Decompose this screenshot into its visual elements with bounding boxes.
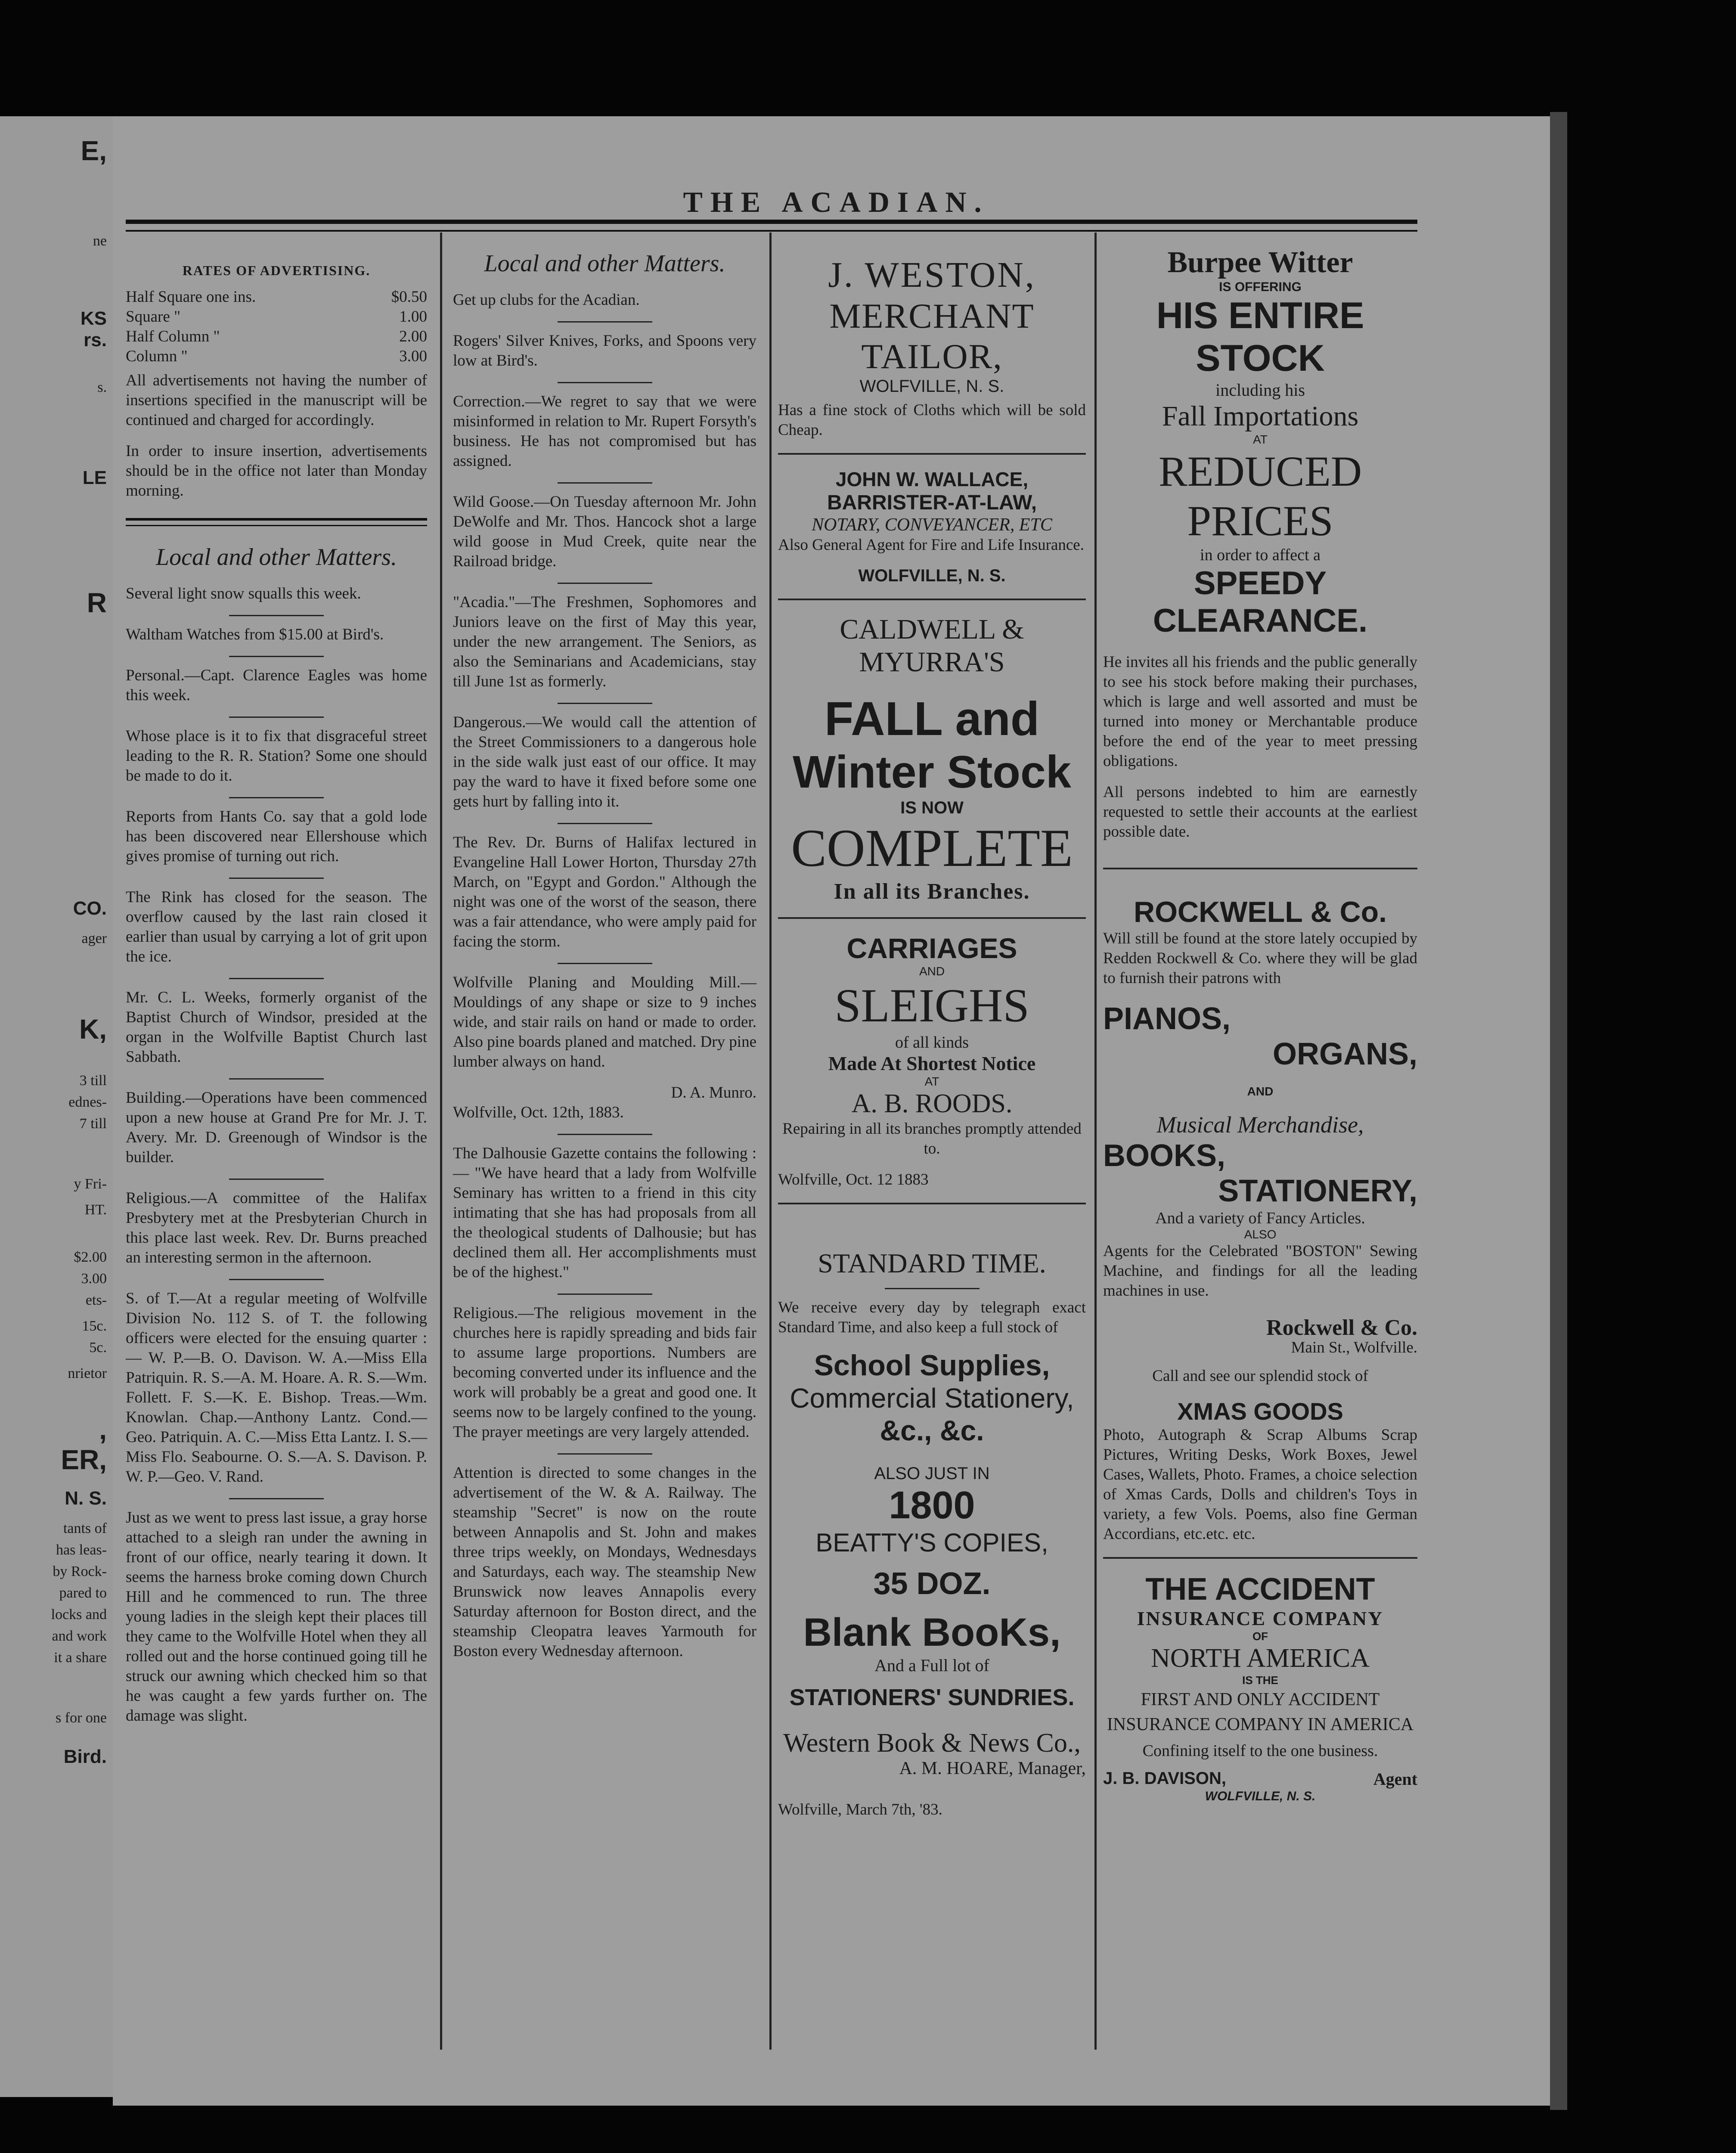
newspaper-page bbox=[113, 116, 1559, 2106]
at-label: AT bbox=[1253, 433, 1268, 446]
wallace-place: WOLFVILLE, N. S. bbox=[858, 566, 1006, 585]
sleighs-heading: SLEIGHS bbox=[834, 979, 1029, 1032]
left-page-fragment: Bird. bbox=[63, 1746, 107, 1767]
reduced-prices: REDUCED PRICES bbox=[1158, 447, 1362, 545]
column-3 bbox=[778, 245, 1086, 1831]
agents-text: Agents for the Celebrated "BOSTON" Sewing Machine, and findings for all the leading machines in use. bbox=[1103, 1242, 1417, 1300]
standard-time-text: We receive every day by telegraph exact Standard Time, and also keep a full stock of bbox=[778, 1299, 1086, 1336]
north-america: NORTH AMERICA bbox=[1151, 1644, 1370, 1673]
roods-name: A. B. ROODS. bbox=[851, 1089, 1013, 1118]
blank-books: Blank BooKs, bbox=[803, 1610, 1061, 1654]
ad-rule bbox=[778, 453, 1086, 455]
ad-rule bbox=[778, 1203, 1086, 1204]
column-rule bbox=[769, 233, 772, 2050]
news-item: The Rink has closed for the season. The overflow caused by the last rain closed it earlier than usual by carrying a lot of grit upon the ice. bbox=[126, 888, 427, 965]
n1800: 1800 bbox=[889, 1484, 975, 1527]
commercial-stationery: Commercial Stationery, bbox=[790, 1383, 1074, 1414]
left-page-fragment: HT. bbox=[84, 1202, 107, 1218]
rates-note: In order to insure insertion, advertisements should be in the office not later than Monday morning. bbox=[126, 442, 427, 499]
shortest-notice: Made At Shortest Notice bbox=[828, 1052, 1036, 1074]
rate-price: 1.00 bbox=[399, 308, 427, 326]
left-page-fragment: nrietor bbox=[68, 1365, 107, 1381]
rates-note: All advertisements not having the number of insertions specified in the manuscript will be continued and charged for accordingly. bbox=[126, 372, 427, 429]
section-rule bbox=[126, 518, 427, 526]
left-page-fragment: E, bbox=[81, 135, 107, 166]
left-page-strip bbox=[0, 116, 113, 2097]
stationers-sundries: STATIONERS' SUNDRIES. bbox=[789, 1685, 1075, 1710]
fall-heading: FALL and bbox=[824, 692, 1040, 745]
rates-table bbox=[126, 287, 427, 366]
news-item: Get up clubs for the Acadian. bbox=[453, 291, 640, 309]
left-page-fragment: tants of bbox=[63, 1520, 107, 1536]
books: BOOKS, bbox=[1103, 1139, 1226, 1173]
musical-merchandise: Musical Merchandise, bbox=[1156, 1112, 1364, 1138]
column-rule bbox=[1094, 233, 1097, 2050]
left-page-fragment: LE bbox=[82, 467, 107, 488]
news-item: Building.—Operations have been commenced upon a new house at Grand Pre for Mr. J. T. Avery. Mr. D. Greenough of Windsor is the builder. bbox=[126, 1089, 427, 1166]
branches: In all its Branches. bbox=[834, 879, 1030, 904]
pianos: PIANOS, bbox=[1103, 1002, 1231, 1036]
left-page-fragment: by Rock- bbox=[53, 1564, 107, 1579]
left-page-fragment: s. bbox=[97, 379, 107, 395]
left-page-fragment: 5c. bbox=[89, 1340, 107, 1356]
left-page-fragment: 7 till bbox=[79, 1116, 107, 1132]
item-separator bbox=[229, 656, 324, 657]
weston-place: WOLFVILLE, N. S. bbox=[859, 377, 1004, 396]
left-page-fragment: y Fri- bbox=[74, 1176, 107, 1192]
accident-heading: THE ACCIDENT bbox=[1145, 1572, 1375, 1607]
left-page-fragment: ne bbox=[93, 233, 107, 249]
news-item: The Dalhousie Gazette contains the following :— "We have heard that a lady from Wolfville Seminary has written to a friend in this city intimating that she has had proposals from all the theological students of Dalhousie; but has declined them all. Her accomplishments must be of the highest." bbox=[453, 1145, 756, 1281]
news-item: The Rev. Dr. Burns of Halifax lectured in Evangeline Hall Lower Horton, Thursday 27th March, on "Egypt and Gordon." Although the night was one of the worst of the season, there was a fair attendance, who were amply paid for facing the storm. bbox=[453, 834, 756, 950]
left-page-fragment: rs. bbox=[84, 329, 107, 351]
doz-label: 35 DOZ. bbox=[873, 1567, 991, 1601]
rate-label: Half Column " bbox=[126, 328, 220, 345]
item-separator bbox=[558, 1294, 652, 1295]
left-page-fragment: ager bbox=[81, 931, 107, 946]
and-label: AND bbox=[1247, 1085, 1274, 1098]
ad-rule bbox=[1103, 1557, 1417, 1559]
news-item: Religious.—The religious movement in the churches here is rapidly spreading and bids fair to assume large proportions. Numbers are becoming converted under its influence and the work will probably be a great and good one. It seems now to be largely confined to the young. The prayer meetings are very largely attended. bbox=[453, 1304, 756, 1441]
left-page-fragment: it a share bbox=[54, 1650, 107, 1666]
wallace-sub: NOTARY, CONVEYANCER, ETC bbox=[812, 515, 1052, 535]
weston-text: Has a fine stock of Cloths which will be sold Cheap. bbox=[778, 401, 1086, 439]
left-page-fragment: 3 till bbox=[79, 1073, 107, 1089]
left-page-fragment: and work bbox=[52, 1628, 107, 1644]
roods-text: Repairing in all its branches promptly attended to. bbox=[782, 1120, 1082, 1157]
item-separator bbox=[558, 1453, 652, 1455]
item-separator bbox=[229, 878, 324, 879]
left-page-fragment: R bbox=[87, 587, 107, 618]
news-item: Wolfville Planing and Moulding Mill.—Mouldings of any shape or size to 9 inches wide, and stair rails on hand or made to order. Also pine boards planed and matched. Dry pine lumber always on hand. bbox=[453, 974, 756, 1070]
item-separator bbox=[558, 963, 652, 964]
entire-stock: HIS ENTIRE STOCK bbox=[1156, 295, 1364, 379]
rate-label: Column " bbox=[126, 347, 188, 365]
dateline: Wolfville, Oct. 12 1883 bbox=[778, 1171, 929, 1188]
news-item: Correction.—We regret to say that we were misinformed in relation to Mr. Rupert Forsyth's business. He has not compromised but has assigned. bbox=[453, 393, 756, 470]
ad-rule bbox=[1103, 868, 1417, 869]
also-just-in: ALSO JUST IN bbox=[874, 1464, 990, 1483]
weston-name: J. WESTON, bbox=[828, 255, 1036, 295]
item-separator bbox=[229, 1498, 324, 1499]
item-separator bbox=[229, 978, 324, 979]
agent-name: J. B. DAVISON, bbox=[1103, 1769, 1226, 1788]
news-item: Mr. C. L. Weeks, formerly organist of the Baptist Church of Windsor, presided at the organ in the Wolfville Baptist Church last Sabbath. bbox=[126, 989, 427, 1066]
local-items bbox=[126, 584, 427, 1726]
item-separator bbox=[558, 321, 652, 323]
caldwell-name: CALDWELL & MYURRA'S bbox=[840, 614, 1024, 678]
rate-price: 3.00 bbox=[399, 347, 427, 365]
confining: Confining itself to the one business. bbox=[1142, 1742, 1378, 1760]
complete-heading: COMPLETE bbox=[791, 819, 1073, 878]
offering-label: IS OFFERING bbox=[1219, 280, 1302, 294]
left-page-fragment: pared to bbox=[59, 1585, 107, 1601]
left-page-fragment: locks and bbox=[51, 1607, 107, 1623]
left-page-fragment: has leas- bbox=[56, 1542, 107, 1558]
speedy-clearance: SPEEDY CLEARANCE. bbox=[1153, 565, 1368, 639]
news-item: Waltham Watches from $15.00 at Bird's. bbox=[126, 626, 384, 643]
fall-importations: Fall Importations bbox=[1162, 400, 1359, 432]
xmas-goods: XMAS GOODS bbox=[1177, 1398, 1343, 1425]
rate-row bbox=[126, 287, 427, 307]
news-item: Dangerous.—We would call the attention of the Street Commissioners to a dangerous hole in the side walk just east of our office. It may pay the ward to have it fixed before some one gets hurt by falling into it. bbox=[453, 714, 756, 810]
item-separator bbox=[558, 823, 652, 824]
left-page-fragment: , bbox=[99, 1414, 107, 1445]
main-street: Main St., Wolfville. bbox=[1291, 1339, 1417, 1356]
beatty-copies: BEATTY'S COPIES, bbox=[815, 1528, 1048, 1557]
ad-rule bbox=[778, 599, 1086, 600]
organs: ORGANS, bbox=[1272, 1037, 1417, 1071]
section-heading: Local and other Matters. bbox=[484, 250, 725, 277]
news-item: Wild Goose.—On Tuesday afternoon Mr. John DeWolfe and Mr. Thos. Hancock shot a large wild goose in Mud Creek, quite near the Railroad bridge. bbox=[453, 493, 756, 570]
insurance-company: INSURANCE COMPANY bbox=[1137, 1607, 1384, 1629]
left-page-fragment: ER, bbox=[61, 1444, 107, 1475]
rate-label: Square " bbox=[126, 308, 181, 326]
item-separator bbox=[885, 1288, 980, 1289]
rate-price: 2.00 bbox=[399, 328, 427, 345]
news-item: Rogers' Silver Knives, Forks, and Spoons very low at Bird's. bbox=[453, 332, 756, 369]
masthead: THE ACADIAN. bbox=[683, 186, 989, 218]
full-lot: And a Full lot of bbox=[874, 1656, 989, 1675]
masthead-rule bbox=[126, 220, 1417, 232]
school-supplies: School Supplies, bbox=[814, 1349, 1050, 1382]
of-all-kinds: of all kinds bbox=[895, 1033, 969, 1052]
news-item: S. of T.—At a regular meeting of Wolfville Division No. 112 S. of T. the following officers were elected for the ensuing quarter :— W. P.—B. O. Davison. W. A.—Miss Ella Patriquin. R. S.—A. M. Hoare. A. R. S.—Wm. Follett. F. S.—K. E. Bishop. Treas.—Wm. Knowlan. Chap.—Anthony Lantz. Cond.—Geo. Patriquin. A. C.—Miss Etta Lantz. I. S.—Miss Flo. Seabourne. O. S.—A. S. Davison. P. W. P.—Geo. V. Rand. bbox=[126, 1290, 427, 1486]
news-item: Several light snow squalls this week. bbox=[126, 585, 361, 602]
including-label: including his bbox=[1215, 380, 1305, 400]
left-page-fragment: s for one bbox=[56, 1710, 107, 1726]
agent-line bbox=[1103, 1769, 1417, 1789]
ad-rule bbox=[778, 917, 1086, 919]
fancy-articles: And a variety of Fancy Articles. bbox=[1155, 1209, 1365, 1227]
left-page-fragment: KS bbox=[80, 308, 107, 329]
item-separator bbox=[558, 583, 652, 584]
wallace-name: JOHN W. WALLACE, bbox=[835, 468, 1029, 490]
rockwell-name: ROCKWELL & Co. bbox=[1133, 896, 1387, 928]
page-edge bbox=[1550, 112, 1567, 2110]
standard-time-heading: STANDARD TIME. bbox=[818, 1248, 1046, 1278]
agent-label: Agent bbox=[1373, 1769, 1417, 1789]
first-only: FIRST AND ONLY ACCIDENT INSURANCE COMPANY IN AMERICA bbox=[1107, 1690, 1414, 1734]
news-item: Religious.—A committee of the Halifax Presbytery met at the Presbyterian Church in this place last week. Rev. Dr. Burns preached an interesting sermon in the afternoon. bbox=[126, 1189, 427, 1266]
agent-place: WOLFVILLE, N. S. bbox=[1205, 1789, 1316, 1803]
news-item: Personal.—Capt. Clarence Eagles was home this week. bbox=[126, 667, 427, 704]
burpee-name: Burpee Witter bbox=[1167, 246, 1353, 279]
left-page-fragment: $2.00 bbox=[74, 1249, 107, 1265]
of-label: OF bbox=[1252, 1630, 1268, 1643]
dateline: Wolfville, Oct. 12th, 1883. bbox=[453, 1104, 624, 1121]
column-rule bbox=[440, 233, 442, 2050]
left-page-fragment: K, bbox=[79, 1014, 107, 1045]
weston-trade: MERCHANT TAILOR, bbox=[829, 296, 1035, 376]
rates-title: RATES OF ADVERTISING. bbox=[182, 263, 371, 278]
item-separator bbox=[229, 797, 324, 798]
rate-label: Half Square one ins. bbox=[126, 288, 256, 306]
rate-row bbox=[126, 347, 427, 366]
item-separator bbox=[229, 1179, 324, 1180]
item-separator bbox=[229, 717, 324, 718]
left-page-fragment: 15c. bbox=[82, 1318, 107, 1334]
dateline: Wolfville, March 7th, '83. bbox=[778, 1801, 942, 1818]
carriages-heading: CARRIAGES bbox=[846, 932, 1017, 964]
column-1 bbox=[126, 245, 427, 1737]
left-page-fragment: ednes- bbox=[68, 1094, 107, 1110]
item-separator bbox=[558, 382, 652, 383]
local-items bbox=[453, 290, 756, 1072]
also-label: ALSO bbox=[1244, 1228, 1277, 1241]
item-separator bbox=[558, 482, 652, 484]
item-separator bbox=[558, 1134, 652, 1135]
wallace-text: Also General Agent for Fire and Life Insurance. bbox=[778, 536, 1084, 554]
etc-label: &c., &c. bbox=[880, 1415, 984, 1446]
column-2 bbox=[453, 245, 756, 1672]
left-page-fragment: ets- bbox=[85, 1292, 107, 1308]
in-order-label: in order to affect a bbox=[1200, 546, 1321, 564]
rockwell-signature: Rockwell & Co. bbox=[1266, 1315, 1417, 1340]
is-the-label: IS THE bbox=[1242, 1674, 1278, 1687]
at-label: AT bbox=[924, 1075, 939, 1088]
news-item: Reports from Hants Co. say that a gold lode has been discovered near Ellershouse which gives promise of turning out rich. bbox=[126, 808, 427, 865]
signature: D. A. Munro. bbox=[671, 1084, 756, 1101]
column-4 bbox=[1103, 245, 1417, 1804]
item-separator bbox=[229, 1078, 324, 1080]
call-see: Call and see our splendid stock of bbox=[1152, 1367, 1368, 1385]
item-separator bbox=[558, 703, 652, 704]
rate-row bbox=[126, 307, 427, 327]
is-now: IS NOW bbox=[900, 798, 964, 817]
manager: A. M. HOARE, Manager, bbox=[899, 1759, 1086, 1778]
news-item: "Acadia."—The Freshmen, Sophomores and Juniors leave on the first of May this year, under the new arrangement. The Seniors, as also the Seminarians and Academicians, stay till June 1st as formerly. bbox=[453, 593, 756, 690]
burpee-text: He invites all his friends and the public generally to see his stock before making their purchases, which is large and well assorted and must be turned into money or Merchantable produce before the end of the year to meet pressing obligations. bbox=[1103, 653, 1417, 770]
section-heading: Local and other Matters. bbox=[156, 544, 397, 571]
and-label: AND bbox=[919, 965, 945, 978]
rate-price: $0.50 bbox=[391, 288, 427, 306]
item-separator bbox=[229, 615, 324, 616]
news-item: Whose place is it to fix that disgraceful street leading to the R. R. Station? Some one should be made to do it. bbox=[126, 727, 427, 785]
news-item: Just as we went to press last issue, a gray horse attached to a sleigh ran under the awning in front of our office, nearly tearing it down. It seems the harness broke coming down Church Hill and he commenced to run. The three young ladies in the sleigh kept their places till they came to the Wolfville Hotel when they all rolled out and the horse continued going till he struck our awning which checked him so that he was caught a few yards further on. The damage was slight. bbox=[126, 1509, 427, 1725]
rockwell-text: Will still be found at the store lately occupied by Redden Rockwell & Co. where they will be glad to furnish their patrons with bbox=[1103, 930, 1417, 987]
rate-row bbox=[126, 327, 427, 347]
left-page-fragment: N. S. bbox=[65, 1488, 107, 1509]
western-book: Western Book & News Co., bbox=[783, 1728, 1081, 1758]
news-item: Attention is directed to some changes in the advertisement of the W. & A. Railway. The steamship "Secret" is now on the route between Annapolis and St. John and makes three trips weekly, on Mondays, Wednesdays and Saturdays, each way. The steamship New Brunswick now leaves Annapolis every Saturday afternoon for Boston direct, and the steamship Cleopatra leaves Yarmouth for Boston every Wednesday afternoon. bbox=[453, 1464, 756, 1660]
stationery: STATIONERY, bbox=[1218, 1174, 1417, 1208]
xmas-text: Photo, Autograph & Scrap Albums Scrap Pictures, Writing Desks, Work Boxes, Jewel Cases, Wallets, Photo. Frames, a choice selection of Xmas Cards, Dolls and children's Toys in variety, a few Vols. Poems, also fine German Accordians, etc.etc. etc. bbox=[1103, 1426, 1417, 1543]
item-separator bbox=[229, 1279, 324, 1280]
left-page-fragment: 3.00 bbox=[81, 1271, 107, 1287]
left-page-fragment: CO. bbox=[73, 898, 107, 919]
burpee-text: All persons indebted to him are earnestly requested to settle their accounts at the earliest possible date. bbox=[1103, 783, 1417, 841]
winter-heading: Winter Stock bbox=[793, 747, 1071, 797]
wallace-title: BARRISTER-AT-LAW, bbox=[827, 491, 1037, 514]
